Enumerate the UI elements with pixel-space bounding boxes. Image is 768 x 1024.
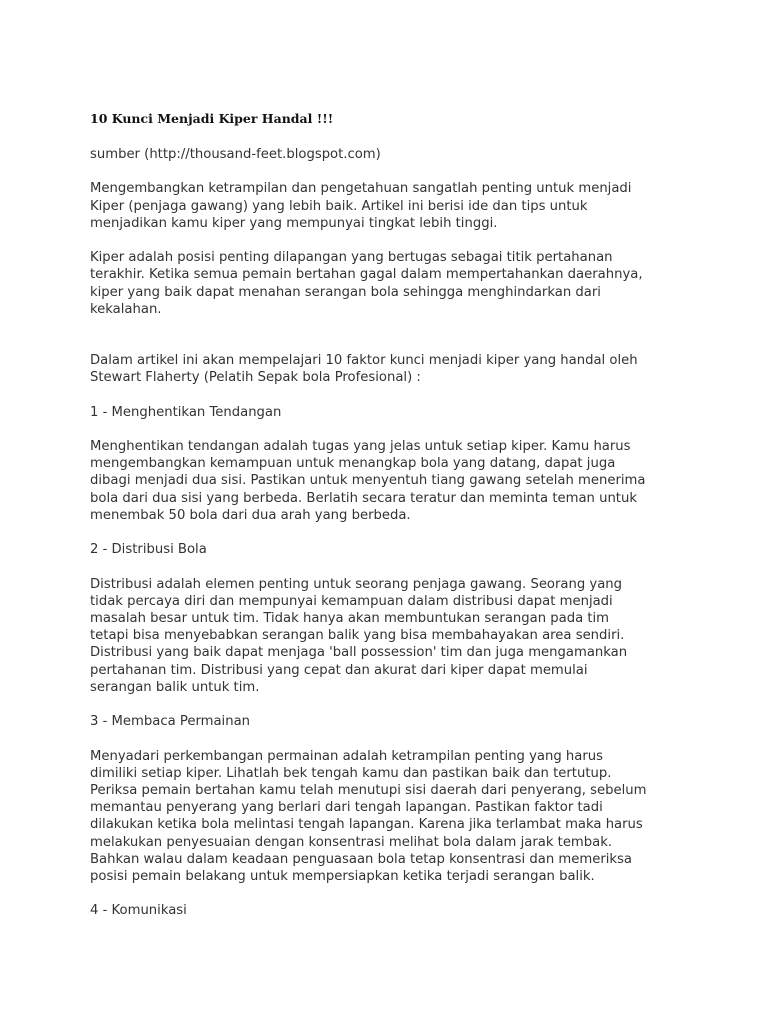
text-line: kiper yang baik dapat menahan serangan bola sehingga menghindarkan dari bbox=[90, 284, 601, 300]
paragraph-artikel bbox=[90, 352, 690, 386]
text-line: menjadikan kamu kiper yang mempunyai tingkat lebih tinggi. bbox=[90, 215, 498, 231]
paragraph-section-2 bbox=[90, 576, 690, 696]
text-line: memantau penyerang yang berlari dari tengah lapangan. Pastikan faktor tadi bbox=[90, 800, 603, 816]
section-heading-3 bbox=[90, 713, 690, 730]
text-line: dimiliki setiap kiper. Lihatlah bek tengah kamu dan pastikan baik dan tertutup. bbox=[90, 765, 612, 781]
text-line: dibagi menjadi dua sisi. Pastikan untuk menyentuh tiang gawang setelah menerima bbox=[90, 473, 646, 489]
text-line: Menghentikan tendangan adalah tugas yang jelas untuk setiap kiper. Kamu harus bbox=[90, 438, 631, 454]
text-line: melakukan penyesuaian dengan konsentrasi melihat bola dalam jarak tembak. bbox=[90, 834, 613, 850]
section-heading-4 bbox=[90, 902, 690, 919]
text-line: mengembangkan kemampuan untuk menangkap bola yang datang, dapat juga bbox=[90, 456, 616, 472]
document-body bbox=[90, 146, 690, 937]
text-line: Kiper (penjaga gawang) yang lebih baik. Artikel ini berisi ide dan tips untuk bbox=[90, 198, 588, 214]
text-line: dilakukan ketika bola melintasi tengah lapangan. Karena jika terlambat maka harus bbox=[90, 817, 643, 833]
text-line: posisi pemain belakang untuk mempersiapkan ketika terjadi serangan balik. bbox=[90, 869, 595, 884]
heading-text: 1 - Menghentikan Tendangan bbox=[90, 404, 282, 420]
text-line: Bahkan walau dalam keadaan penguasaan bola tetap konsentrasi dan memeriksa bbox=[90, 851, 633, 867]
text-line: Stewart Flaherty (Pelatih Sepak bola Profesional) : bbox=[90, 370, 421, 386]
text-line: bola dari dua sisi yang berbeda. Berlatih secara teratur dan meminta teman untuk bbox=[90, 490, 637, 506]
text-line: tetapi bisa menyebabkan serangan balik yang bisa membahayakan area sendiri. bbox=[90, 628, 625, 644]
source-line bbox=[90, 146, 690, 163]
paragraph-kiper bbox=[90, 249, 690, 318]
heading-text: 3 - Membaca Permainan bbox=[90, 714, 251, 730]
text-line: serangan balik untuk tim. bbox=[90, 679, 260, 695]
heading-text: 2 - Distribusi Bola bbox=[90, 542, 207, 558]
text-line: kekalahan. bbox=[90, 301, 162, 317]
source-text: sumber (http://thousand-feet.blogspot.com) bbox=[90, 147, 381, 162]
text-line: menembak 50 bola dari dua arah yang berbeda. bbox=[90, 507, 411, 523]
paragraph-section-3 bbox=[90, 748, 690, 886]
text-line: pertahanan tim. Distribusi yang cepat dan akurat dari kiper dapat memulai bbox=[90, 662, 588, 678]
text-line: Distribusi adalah elemen penting untuk seorang penjaga gawang. Seorang yang bbox=[90, 576, 623, 592]
text-line: Kiper adalah posisi penting dilapangan yang bertugas sebagai titik pertahanan bbox=[90, 250, 613, 266]
text-line: Periksa pemain bertahan kamu telah menutupi sisi daerah dari penyerang, sebelum bbox=[90, 782, 647, 798]
section-heading-1 bbox=[90, 404, 690, 421]
text-line: Distribusi yang baik dapat menjaga 'ball possession' tim dan juga mengamankan bbox=[90, 645, 628, 661]
heading-text: 4 - Komunikasi bbox=[90, 903, 187, 919]
text-line: masalah besar untuk tim. Tidak hanya akan membuntukan serangan pada tim bbox=[90, 610, 610, 626]
section-heading-2 bbox=[90, 541, 690, 558]
text-line: Dalam artikel ini akan mempelajari 10 faktor kunci menjadi kiper yang handal oleh bbox=[90, 353, 638, 368]
text-line: Mengembangkan ketrampilan dan pengetahuan sangatlah penting untuk menjadi bbox=[90, 181, 632, 197]
paragraph-intro bbox=[90, 180, 690, 232]
text-line: terakhir. Ketika semua pemain bertahan gagal dalam mempertahankan daerahnya, bbox=[90, 267, 643, 283]
text-line: tidak percaya diri dan mempunyai kemampuan dalam distribusi dapat menjadi bbox=[90, 593, 613, 609]
text-line: Menyadari perkembangan permainan adalah ketrampilan penting yang harus bbox=[90, 748, 604, 764]
document-title: 10 Kunci Menjadi Kiper Handal !!! bbox=[90, 111, 334, 126]
paragraph-section-1 bbox=[90, 438, 690, 524]
